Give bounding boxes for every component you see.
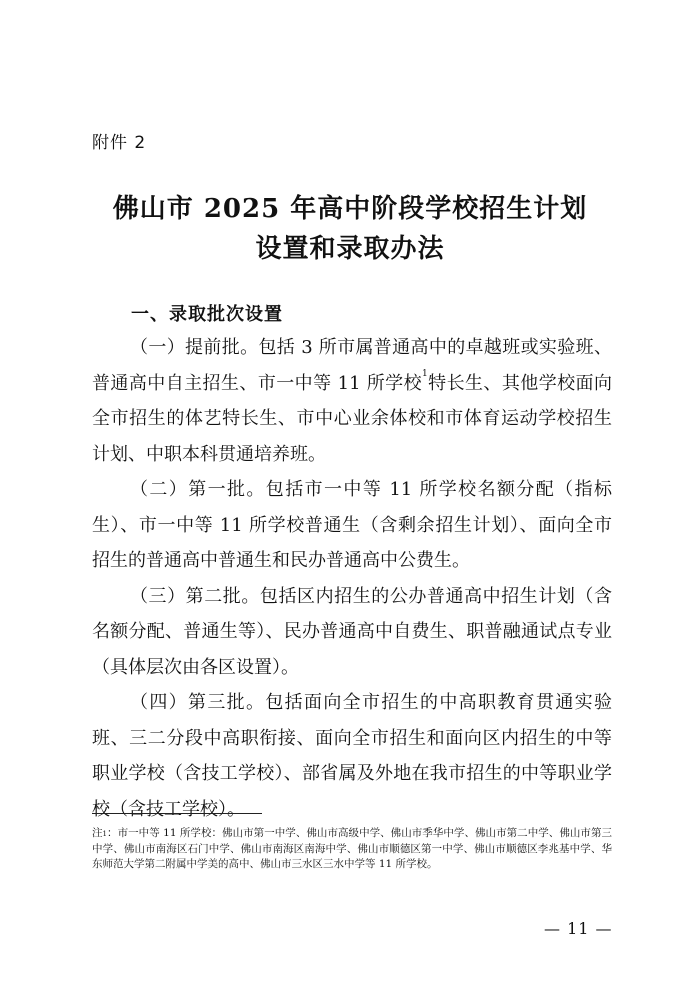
attachment-label: 附件 2 bbox=[92, 133, 147, 153]
footnote-text: ：市一中等 11 所学校：佛山市第一中学、佛山市高级中学、佛山市季华中学、佛山市第二中学、佛山市第三中学、佛山市南海区石门中学、佛山市南海区南海中学、佛山市顺德区第一中学、佛山市顺德区李兆基中学、华东师范大学第二附属中学美的高中、佛山市三水区三水中学等 11 所学校。 bbox=[92, 827, 612, 870]
paragraph-second-batch: （三）第二批。包括区内招生的公办普通高中招生计划（含名额分配、普通生等）、民办普通高中自费生、职普融通试点专业（具体层次由各区设置）。 bbox=[92, 585, 612, 678]
paragraph-1-after: 特长生、其他学校面向全市招生的体艺特长生、市中心业余体校和市体育运动学校招生计划、中职本科贯通培养班。 bbox=[92, 372, 612, 465]
footnote-reference: 1 bbox=[422, 368, 428, 379]
title-line-2: 设置和录取办法 bbox=[255, 234, 445, 264]
paragraph-early-batch bbox=[92, 330, 612, 472]
footnote-prefix: 注 bbox=[92, 827, 103, 839]
title-line-1: 佛山市 2025 年高中阶段学校招生计划 bbox=[112, 194, 588, 224]
body-text bbox=[92, 330, 612, 827]
paragraph-1-before: （一）提前批。包括 3 所市属普通高中的卓越班或实验班、普通高中自主招生、市一中等 11 所学校 bbox=[92, 337, 612, 394]
footnote bbox=[92, 826, 612, 873]
footnote-divider bbox=[92, 813, 262, 814]
paragraph-first-batch: （二）第一批。包括市一中等 11 所学校名额分配（指标生）、市一中等 11 所学校普通生（含剩余招生计划）、面向全市招生的普通高中普通生和民办普通高中公费生。 bbox=[92, 479, 612, 571]
page-number: — 11 — bbox=[544, 919, 613, 938]
paragraph-third-batch: （四）第三批。包括面向全市招生的中高职教育贯通实验班、三二分段中高职衔接、面向全市招生和面向区内招生的中等职业学校（含技工学校）、部省属及外地在我市招生的中等职业学校（含技工学校）。 bbox=[92, 692, 612, 820]
footnote-marker: 1 bbox=[102, 830, 108, 838]
section-heading: 一、录取批次设置 bbox=[131, 304, 283, 325]
